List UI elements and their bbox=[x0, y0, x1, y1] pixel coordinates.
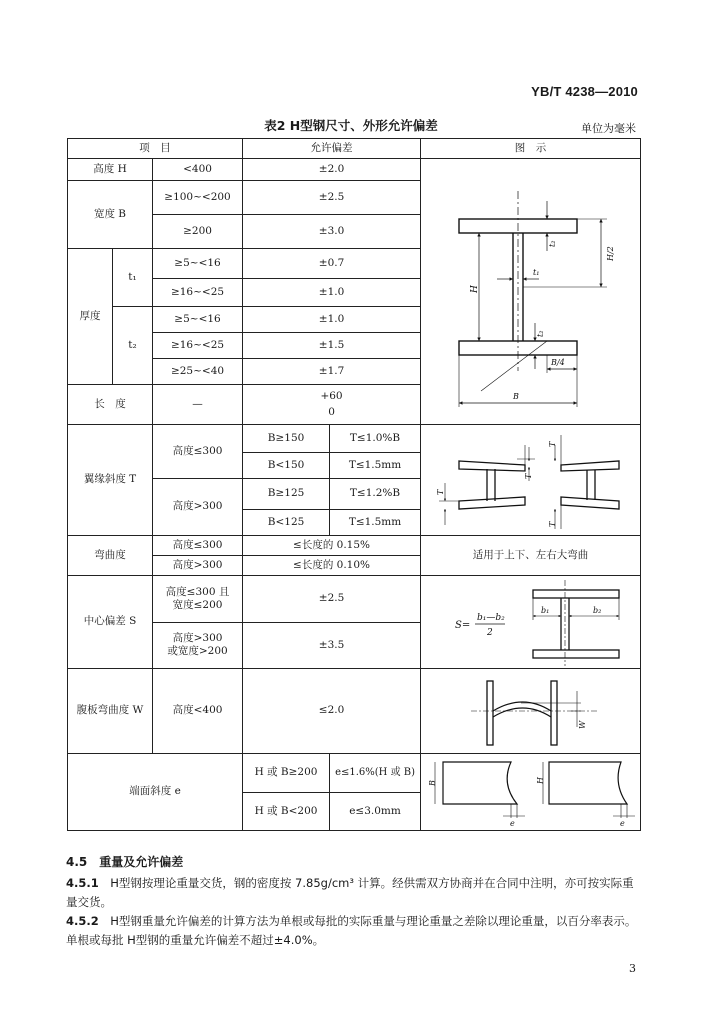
paragraph-4-5-1 bbox=[66, 874, 641, 912]
label-T-b: T bbox=[436, 489, 446, 495]
section-heading: 4.5 重量及允许偏差 bbox=[66, 855, 184, 869]
table-caption: 表2 H型钢尺寸、外形允许偏差 bbox=[264, 118, 438, 133]
cell-subcond: B<150 bbox=[243, 453, 330, 479]
tol-minus: 0 bbox=[328, 406, 335, 418]
label-e-left: e bbox=[510, 819, 515, 828]
formula-denominator: 2 bbox=[487, 628, 493, 638]
label-t2-upper: t₂ bbox=[548, 240, 558, 247]
cell-tol: ±3.0 bbox=[243, 215, 421, 249]
cell-tol bbox=[243, 385, 421, 425]
label-B4: B/4 bbox=[551, 357, 565, 367]
header-item: 项 目 bbox=[68, 139, 243, 159]
label-t1: t₁ bbox=[533, 267, 540, 277]
cell-tol: ±1.0 bbox=[243, 307, 421, 333]
label-H: H bbox=[470, 284, 481, 293]
label-H-end: H bbox=[536, 777, 546, 784]
formula-numerator: b₁—b₂ bbox=[477, 613, 505, 623]
cell-tol: ±1.7 bbox=[243, 359, 421, 385]
label-t2-lower: t₂ bbox=[536, 330, 546, 337]
row-sublabel-t2: t₂ bbox=[113, 307, 153, 385]
cell-cond: H 或 B<200 bbox=[243, 792, 330, 831]
cell-tol: T≤1.5mm bbox=[330, 510, 421, 536]
row-label-end: 端面斜度 e bbox=[68, 754, 243, 831]
cell-tol: ±2.0 bbox=[243, 159, 421, 181]
cell-cond: ≥16~<25 bbox=[153, 333, 243, 359]
cell-cond: <400 bbox=[153, 159, 243, 181]
formula-s: S= bbox=[455, 620, 471, 631]
cell-subcond: B≥150 bbox=[243, 425, 330, 453]
cell-tol: ±3.5 bbox=[243, 622, 421, 669]
para-text: H型钢按理论重量交货，钢的密度按 7.85g/cm³ 计算。经供需双方协商并在合同中注明，亦可按实际重量交货。 bbox=[66, 876, 634, 909]
cell-cond: 高度>300 bbox=[153, 479, 243, 536]
flange-slope-diagram bbox=[421, 425, 640, 535]
cell-cond: ≥25~<40 bbox=[153, 359, 243, 385]
cell-tol: e≤1.6%(H 或 B) bbox=[330, 754, 421, 793]
cell-subcond: B<125 bbox=[243, 510, 330, 536]
h-section-diagram bbox=[421, 171, 640, 413]
row-label-bend: 弯曲度 bbox=[68, 536, 153, 576]
para-number: 4.5.1 bbox=[66, 876, 99, 890]
figure-end-cell bbox=[421, 754, 641, 831]
bend-note: 适用于上下、左右大弯曲 bbox=[421, 536, 641, 576]
para-number: 4.5.2 bbox=[66, 914, 99, 928]
row-sublabel-t1: t₁ bbox=[113, 249, 153, 307]
cell-tol: T≤1.0%B bbox=[330, 425, 421, 453]
cell-cond: 高度>300 或宽度>200 bbox=[153, 622, 243, 669]
cell-tol: T≤1.2%B bbox=[330, 479, 421, 510]
web-bend-diagram bbox=[421, 669, 640, 753]
cell-cond: 高度≤300 bbox=[153, 536, 243, 556]
cell-tol: ±0.7 bbox=[243, 249, 421, 279]
label-H2: H/2 bbox=[606, 245, 616, 261]
cell-tol: ±2.5 bbox=[243, 181, 421, 215]
cell-tol: e≤3.0mm bbox=[330, 792, 421, 831]
label-T-a: T bbox=[524, 473, 534, 479]
header-tolerance: 允许偏差 bbox=[243, 139, 421, 159]
page-number: 3 bbox=[629, 962, 636, 975]
cell-cond: 高度≤300 bbox=[153, 425, 243, 479]
center-deviation-diagram bbox=[421, 576, 640, 668]
cell-cond: 高度≤300 且 宽度≤200 bbox=[153, 576, 243, 623]
label-b2: b₂ bbox=[593, 606, 602, 615]
row-label-width: 宽度 B bbox=[68, 181, 153, 249]
cell-tol: ±1.0 bbox=[243, 279, 421, 307]
cell-cond: 高度<400 bbox=[153, 669, 243, 754]
row-label-length: 长 度 bbox=[68, 385, 153, 425]
row-label-center: 中心偏差 S bbox=[68, 576, 153, 669]
cell-tol: ≤长度的 0.10% bbox=[243, 556, 421, 576]
tolerance-table bbox=[67, 138, 641, 831]
row-label-thickness: 厚度 bbox=[68, 249, 113, 385]
label-T-d: T bbox=[548, 521, 558, 527]
label-B: B bbox=[513, 391, 519, 401]
cell-subcond: B≥125 bbox=[243, 479, 330, 510]
cell-tol: ≤长度的 0.15% bbox=[243, 536, 421, 556]
cell-tol: ≤2.0 bbox=[243, 669, 421, 754]
cell-cond: ≥16~<25 bbox=[153, 279, 243, 307]
cell-cond: ≥5~<16 bbox=[153, 249, 243, 279]
unit-note: 单位为毫米 bbox=[581, 122, 636, 135]
cell-tol: T≤1.5mm bbox=[330, 453, 421, 479]
label-W: W bbox=[578, 720, 588, 729]
row-label-flange-slope: 翼缘斜度 T bbox=[68, 425, 153, 536]
figure-web-cell bbox=[421, 669, 641, 754]
para-text: H型钢重量允许偏差的计算方法为单根或每批的实际重量与理论重量之差除以理论重量，以百分率表示。单根或每批 H型钢的重量允许偏差不超过±4.0%。 bbox=[66, 914, 637, 947]
cell-cond: H 或 B≥200 bbox=[243, 754, 330, 793]
figure-center-cell bbox=[421, 576, 641, 669]
label-B-end: B bbox=[428, 780, 438, 786]
figure-flange-slope-cell bbox=[421, 425, 641, 536]
label-e-right: e bbox=[620, 819, 625, 828]
tol-plus: +60 bbox=[320, 389, 343, 402]
cell-cond: ≥200 bbox=[153, 215, 243, 249]
cell-tol: ±1.5 bbox=[243, 333, 421, 359]
cell-tol: ±2.5 bbox=[243, 576, 421, 623]
paragraph-4-5-2 bbox=[66, 912, 641, 950]
header-figure: 图 示 bbox=[421, 139, 641, 159]
row-label-height: 高度 H bbox=[68, 159, 153, 181]
end-slope-diagram bbox=[421, 754, 640, 830]
figure-h-section-cell bbox=[421, 159, 641, 425]
label-b1: b₁ bbox=[541, 606, 550, 615]
cell-cond: 高度>300 bbox=[153, 556, 243, 576]
cell-cond: ≥5~<16 bbox=[153, 307, 243, 333]
label-T-c: T bbox=[548, 441, 558, 447]
cell-cond: ≥100~<200 bbox=[153, 181, 243, 215]
row-label-web: 腹板弯曲度 W bbox=[68, 669, 153, 754]
cell-cond: — bbox=[153, 385, 243, 425]
standard-number: YB/T 4238—2010 bbox=[531, 84, 638, 99]
